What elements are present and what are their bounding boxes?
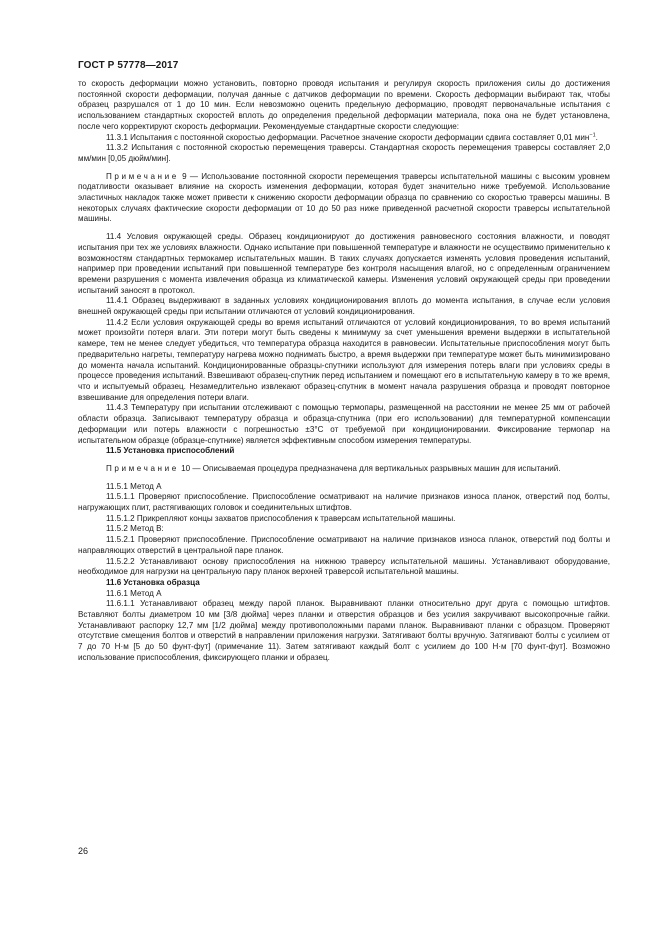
paragraph-continuation: то скорость деформации можно установить, повторно проводя испытания и регулируя скорость приложения силы до достижения постоянной скорости деформации, получая данные с датчиков деформации по времени. Скорость деформации выбирают так, чтобы образец разрушался от 1 до 10 мин. Если невозможно оценить предельную деформацию, проводят первоначальные испытания с использованием стандартных скоростей вплоть до определения предельной деформации материала, пока она не будет установлена, после чего корректируют скорость деформации. Рекомендуемые стандартные скорости следующие: [78,79,610,131]
paragraph-11-5-2: 11.5.2 Метод В: [106,524,164,534]
note-label: Примечание [106,171,179,181]
paragraph-11-5-1-1: 11.5.1.1 Проверяют приспособление. Приспособление осматривают на наличие признаков износа планок, отверстий под болты, нагружающих плит, растягивающих головок и соединительных штифтов. [78,492,610,513]
paragraph-11-5-2-2: 11.5.2.2 Устанавливают основу приспособления на нижнюю траверсу испытательной машины. Устанавливают оборудование, необходимое для нагрузки на центральную пару планок верхней траверсой испытательной машины. [78,556,610,577]
paragraph-11-5-1: 11.5.1 Метод А [106,481,162,491]
paragraph-11-4-1: 11.4.1 Образец выдерживают в заданных условиях кондиционирования вплоть до момента испытания, в случае если условия внешней окружающей среды при испытании отличаются от условий кондиционирования. [78,296,610,317]
document-header: ГОСТ Р 57778—2017 [78,60,179,71]
note-label: Примечание [106,463,179,473]
section-heading-11-5: 11.5 Установка приспособлений [106,446,235,456]
paragraph-11-3-2: 11.3.2 Испытания с постоянной скоростью перемещения траверсы. Стандартная скорость перемещения траверсы составляет 2,0 мм/мин [0,05 дюйм/мин]. [78,143,610,163]
superscript: −1 [589,131,596,138]
paragraph-11-4-2: 11.4.2 Если условия окружающей среды во время испытаний отличаются от условий кондиционирования, то во время испытаний может произойти потеря влаги. Эти потери могут быть сведены к минимуму за счет уменьшения времени выдержки в испытательной камере, тем не менее следует убедиться, что температура образца находится в равновесии. Испытательные приспособления могут быть предварительно нагреты, температуру нагрева можно поднимать быстро, а время выдержки при температуре может быть минимизировано до момента начала испытаний. Кондиционированные образцы-спутники используют для измерения потерь влаги при условиях среды в процессе проведения испытаний. Взвешивают образец-спутник перед испытанием и помещают его в испытательную камеру в то же время, что и испытуемый образец. Незамедлительно извлекают образец-спутник в момент начала разрушения образца и проводят повторное взвешивание для определения потери влаги. [78,317,610,402]
paragraph-11-6-1: 11.6.1 Метод А [106,588,162,598]
paragraph-11-5-2-1: 11.5.2.1 Проверяют приспособление. Приспособление осматривают на наличие признаков износа планок, отверстий под болты и направляющих отверстий в центральной паре планок. [78,535,610,555]
page-number: 26 [78,846,89,856]
paragraph-11-5-1-2: 11.5.1.2 Прикрепляют концы захватов приспособления к траверсам испытательной машины. [106,513,456,523]
section-heading-11-6: 11.6 Установка образца [106,577,200,587]
paragraph-11-6-1-1: 11.6.1.1 Устанавливают образец между парой планок. Выравнивают планки относительно друг друга с помощью штифтов. Вставляют болты диаметром 10 мм [3/8 дюйма] через планки и отверстия образцов и без усилия закручивают высокопрочные гайки. Устанавливают распорку 12,7 мм [1/2 дюйма] между противоположными парами планок. Выравнивают планки с образцом. Проверяют отсутствие смещения болтов и отверстий в направлении приложения нагрузки. Затягивают болты вручную. Затягивают болты с усилием от 7 до 70 Н·м [5 до 50 фунт-фут] (примечание 11). Затем затягивают каждый болт с усилием до 100 Н·м [70 фунт-фут]. Возможно использование приспособления, фиксирующего планки и образец. [78,599,610,662]
paragraph-11-3-1: 11.3.1 Испытания с постоянной скоростью деформации. Расчетное значение скорости деформации сдвига составляет 0,01 мин$^{-1}$. [106,131,598,142]
note-9: Примечание 9 — Использование постоянной скорости перемещения траверсы испытательной машины с высоким уровнем податливости оказывает влияние на скорость изменения деформации, которая будет значительно ниже требуемой. Использование эластичных накладок также может привести к снижению скорости деформации образца по сравнению со скоростью траверсы машины. В некоторых случаях фактические скорости деформации от 10 до 50 раз ниже приведенной расчетной скорости траверсы испытательной машины. [78,171,610,224]
paragraph-11-4: 11.4 Условия окружающей среды. Образец кондиционируют до достижения равновесного состояния влажности, и поводят испытания при тех же условиях влажности. Однако испытание при повышенной температуре и влажности не осуществимо применительно к возможностям стандартных термокамер испытательных машин. В таких случаях допускается изменять условия проведения испытаний, например при проведении испытаний при повышенной температуре без контроля насыщения влагой, но с определенным ограничением времени разрушения с момента извлечения образца из климатической камеры. Изменения условий окружающей среды при проведении испытаний заносят в протокол. [78,232,610,295]
note-10: Примечание 10 — Описываемая процедура предназначена для вертикальных разрывных машин для испытаний. [106,463,561,473]
paragraph-11-4-3: 11.4.3 Температуру при испытании отслеживают с помощью термопары, размещенной на расстоянии не менее 25 мм от рабочей области образца. Записывают температуру образца и образца-спутника (при его использовании) для температурной компенсации деформации или потерь влажности с погрешностью ±3°С от требуемой при кондиционировании. Фиксирование термопар на испытательном образце (образце-спутнике) является эффективным способом измерения температуры. [78,403,610,445]
document-body [78,79,610,664]
